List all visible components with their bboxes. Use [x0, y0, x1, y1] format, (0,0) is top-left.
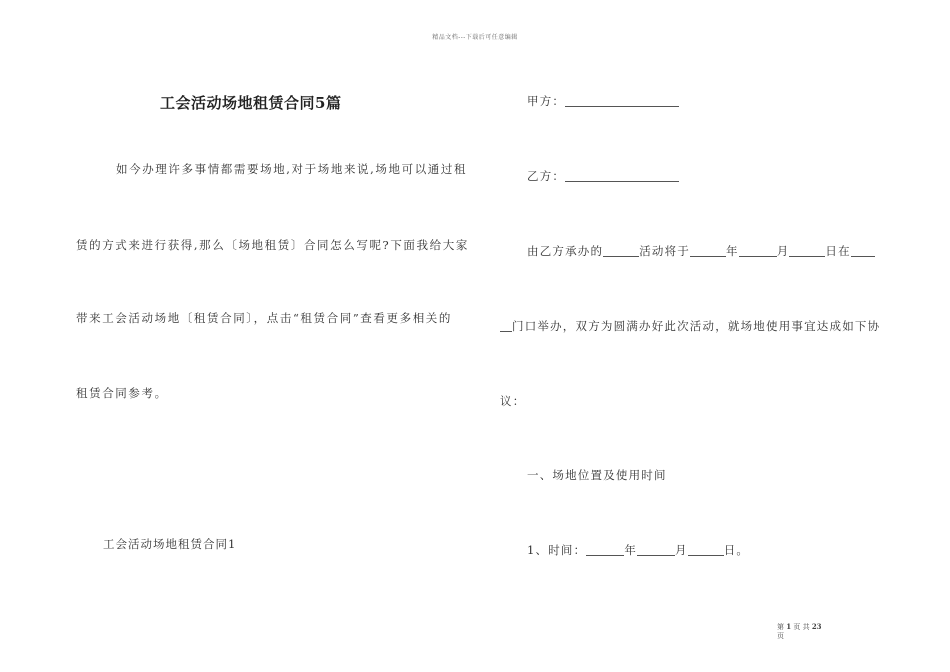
- time-label: 1、时间：: [527, 543, 587, 557]
- header-note: 精品文档---下载后可任意编辑: [432, 34, 518, 41]
- party-b-blank[interactable]: [565, 169, 679, 182]
- time-day-label: 日。: [723, 543, 750, 557]
- time-year-label: 年: [624, 543, 638, 557]
- agreement-line-2: [500, 318, 880, 334]
- page-mid: 页 共: [793, 623, 810, 631]
- intro-line-1: 如今办理许多事情都需要场地,对于场地来说,场地可以通过租: [116, 162, 468, 176]
- page-suffix: 页: [777, 632, 784, 640]
- party-a-line: [527, 93, 679, 109]
- page-current: 1: [786, 622, 792, 631]
- intro-line-4: 租赁合同参考。: [76, 386, 168, 400]
- location-blank-1[interactable]: [851, 244, 875, 257]
- page-total: 23: [811, 622, 822, 631]
- party-a-blank[interactable]: [565, 94, 679, 107]
- day-blank[interactable]: [789, 244, 825, 257]
- intro-line-2: 赁的方式来进行获得,那么〔场地租赁〕合同怎么写呢?下面我给大家: [76, 238, 469, 252]
- party-b-line: [527, 168, 679, 184]
- agreement-prefix: 由乙方承办的: [527, 244, 604, 258]
- month-blank[interactable]: [739, 244, 777, 257]
- location-blank-2[interactable]: [500, 319, 512, 332]
- document-title: 工会活动场地租赁合同5篇: [160, 94, 342, 112]
- organizer-blank[interactable]: [603, 244, 639, 257]
- clause-heading: 一、场地位置及使用时间: [527, 468, 667, 482]
- page-footer: [777, 622, 822, 641]
- day-label: 日在: [825, 244, 851, 258]
- section-heading: 工会活动场地租赁合同1: [103, 537, 237, 551]
- year-blank[interactable]: [690, 244, 726, 257]
- time-month-label: 月: [675, 543, 688, 557]
- intro-line-3: 带来工会活动场地〔租赁合同〕，点击“租赁合同”查看更多相关的: [76, 311, 453, 325]
- time-year-blank[interactable]: [586, 543, 624, 556]
- agreement-text-2: 活动将于: [639, 244, 691, 258]
- time-month-blank[interactable]: [637, 543, 675, 556]
- agreement-line-2-text: 门口举办，双方为圆满办好此次活动，就场地使用事宜达成如下协: [512, 319, 881, 333]
- month-label: 月: [776, 244, 790, 258]
- time-clause-line: [527, 542, 749, 558]
- party-b-label: 乙方：: [527, 169, 566, 183]
- page-prefix: 第: [777, 623, 784, 631]
- time-day-blank[interactable]: [688, 543, 724, 556]
- agreement-line-3: 议：: [500, 394, 526, 408]
- party-a-label: 甲方：: [527, 94, 566, 108]
- agreement-line-1: [527, 243, 875, 259]
- year-label: 年: [726, 244, 739, 258]
